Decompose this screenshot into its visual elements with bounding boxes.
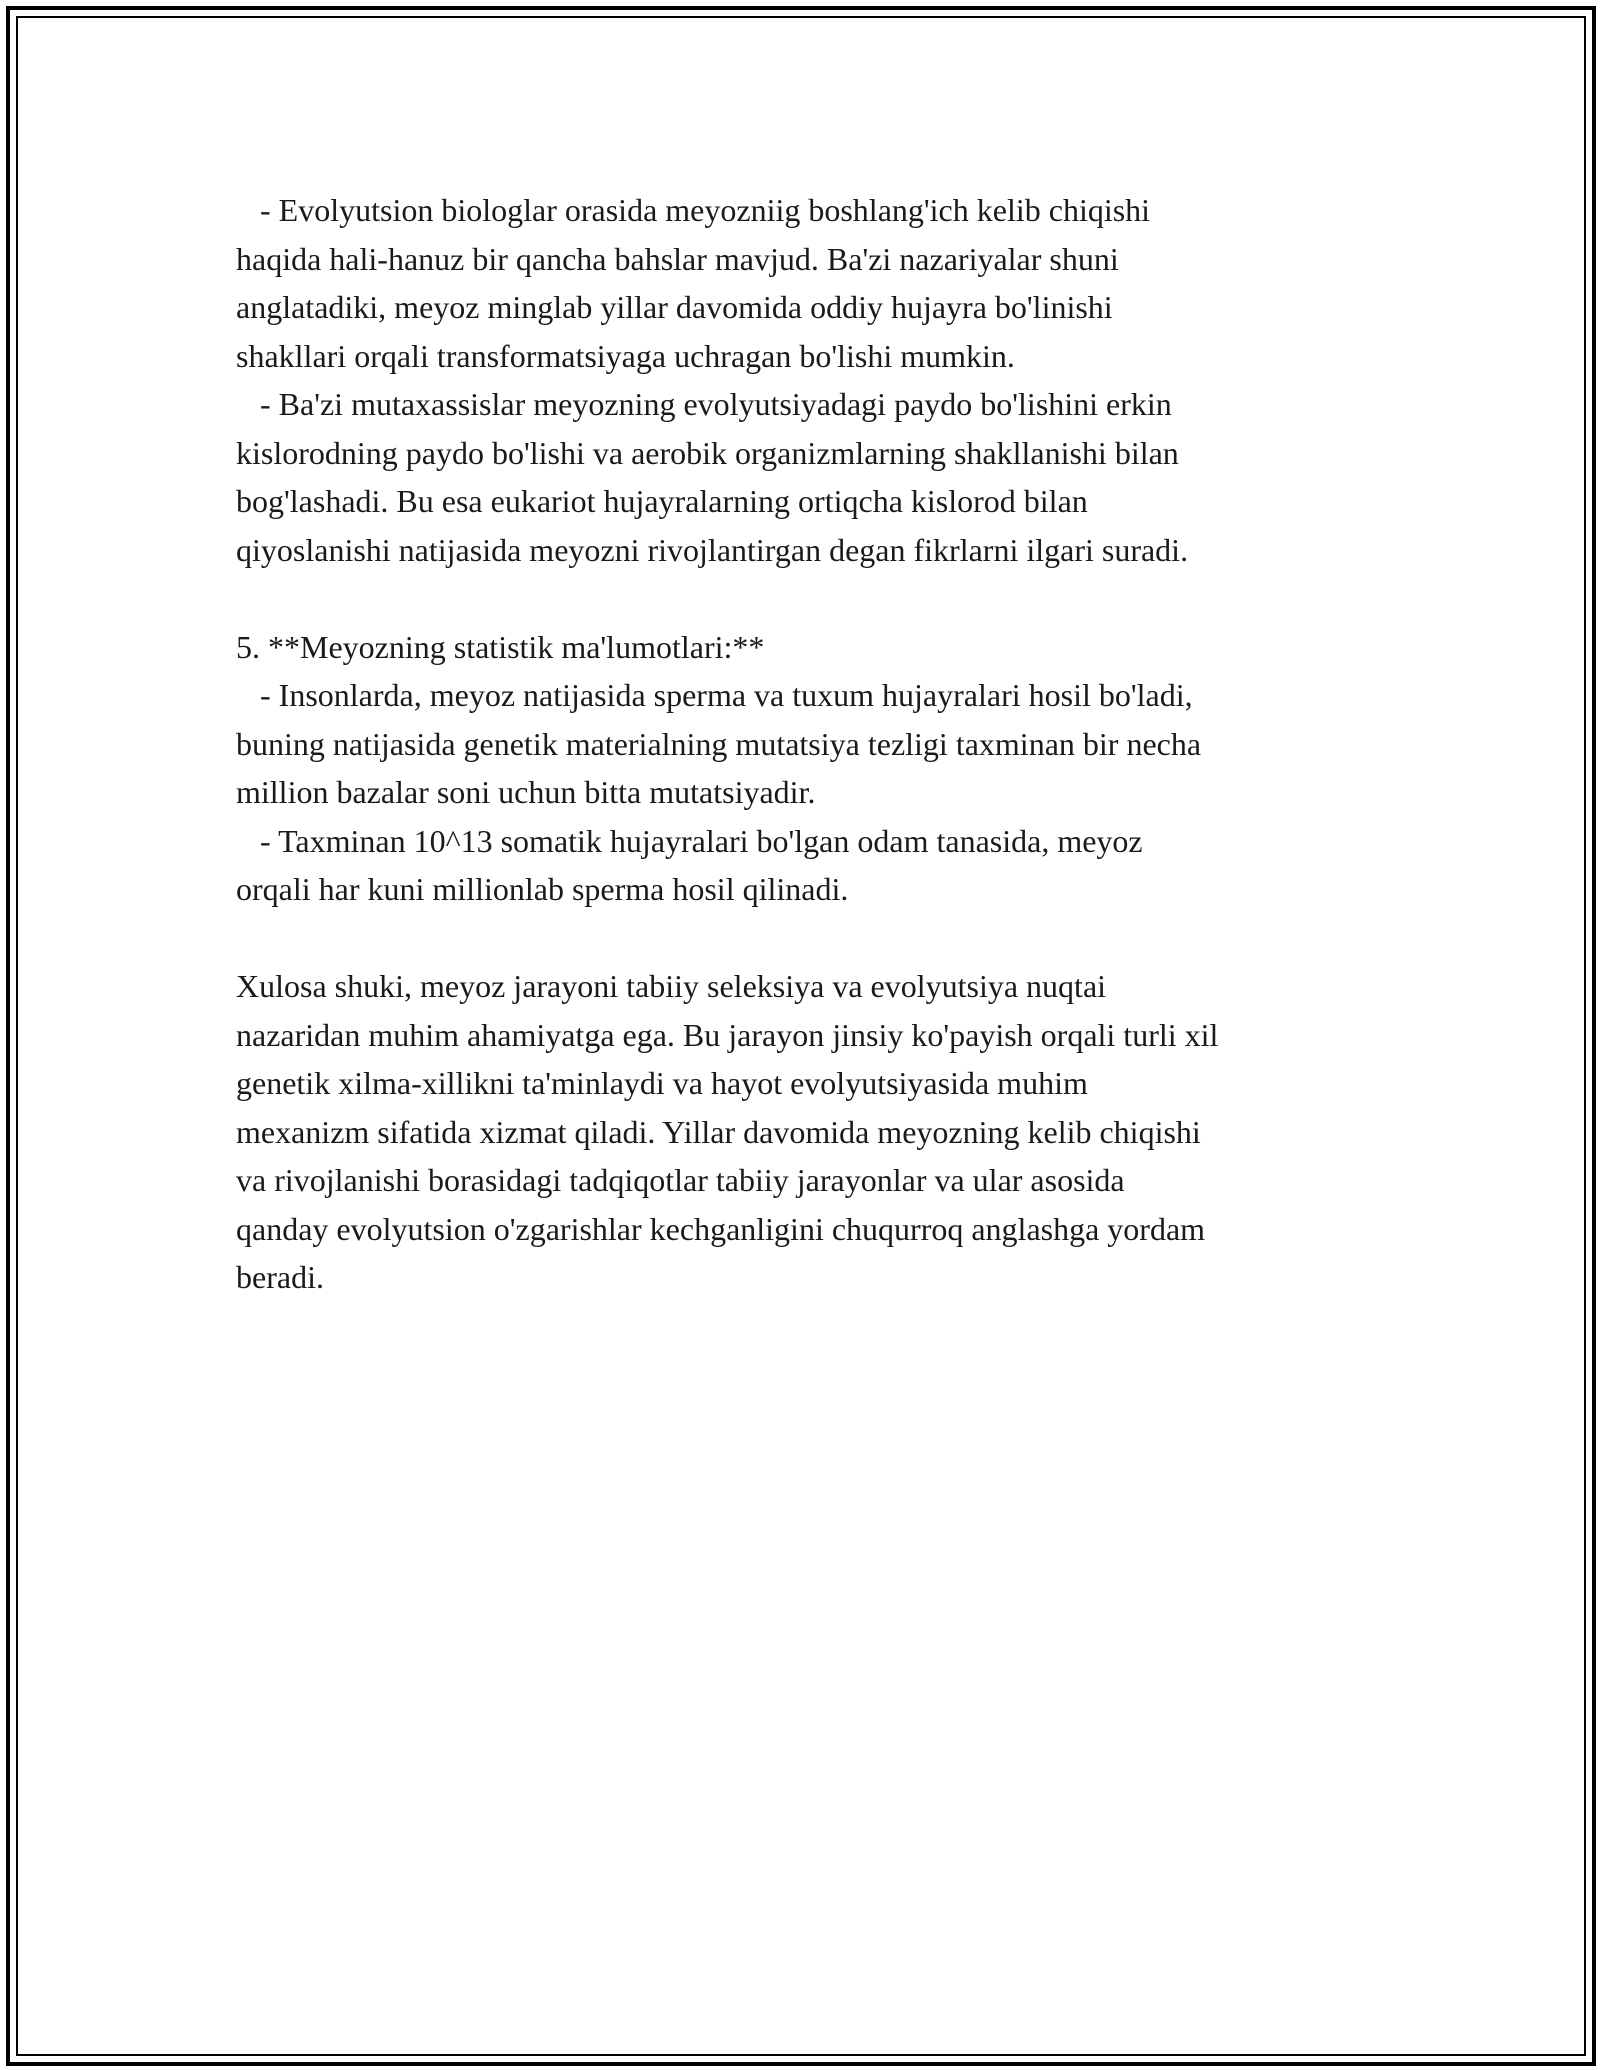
text-line: nazaridan muhim ahamiyatga ega. Bu jarayon jinsiy ko'payish orqali turli xil — [236, 1016, 1219, 1053]
text-line: Xulosa shuki, meyoz jarayoni tabiiy seleksiya va evolyutsiya nuqtai — [236, 968, 1107, 1004]
section-heading: 5. **Meyozning statistik ma'lumotlari:** — [236, 628, 765, 665]
text-line: kislorodning paydo bo'lishi va aerobik organizmlarning shakllanishi bilan — [236, 434, 1179, 471]
text-line: bog'lashadi. Bu esa eukariot hujayralarning ortiqcha kislorod bilan — [236, 483, 1088, 519]
text-line: beradi. — [236, 1259, 324, 1295]
text-line: - Insonlarda, meyoz natijasida sperma va tuxum hujayralari hosil bo'ladi, — [236, 677, 1193, 713]
paragraph-gap — [236, 914, 1396, 963]
text-line: million bazalar soni uchun bitta mutatsiyadir. — [236, 774, 816, 810]
text-line: buning natijasida genetik materialning mutatsiya tezligi taxminan bir necha — [236, 725, 1202, 762]
text-line: haqida hali-hanuz bir qancha bahslar mavjud. Ba'zi nazariyalar shuni — [236, 240, 1119, 277]
text-line: qiyoslanishi natijasida meyozni rivojlantirgan degan fikrlarni ilgari suradi. — [236, 531, 1189, 568]
document-body — [236, 186, 1396, 1302]
text-line: - Ba'zi mutaxassislar meyozning evolyutsiyadagi paydo bo'lishini erkin — [236, 386, 1172, 422]
text-line: - Taxminan 10^13 somatik hujayralari bo'lgan odam tanasida, meyoz — [236, 822, 1143, 859]
paragraph-gap — [236, 574, 1396, 623]
text-line: shakllari orqali transformatsiyaga uchragan bo'lishi mumkin. — [236, 337, 1015, 374]
text-line: - Evolyutsion biologlar orasida meyozniig boshlang'ich kelib chiqishi — [236, 192, 1151, 228]
text-line: orqali har kuni millionlab sperma hosil qilinadi. — [236, 871, 849, 907]
text-line: mexanizm sifatida xizmat qiladi. Yillar davomida meyozning kelib chiqishi — [236, 1113, 1201, 1150]
text-line: genetik xilma-xillikni ta'minlaydi va hayot evolyutsiyasida muhim — [236, 1065, 1088, 1101]
text-line: anglatadiki, meyoz minglab yillar davomida oddiy hujayra bo'linishi — [236, 289, 1113, 325]
text-line: va rivojlanishi borasidagi tadqiqotlar tabiiy jarayonlar va ular asosida — [236, 1162, 1125, 1198]
text-line: qanday evolyutsion o'zgarishlar kechganligini chuqurroq anglashga yordam — [236, 1210, 1206, 1247]
